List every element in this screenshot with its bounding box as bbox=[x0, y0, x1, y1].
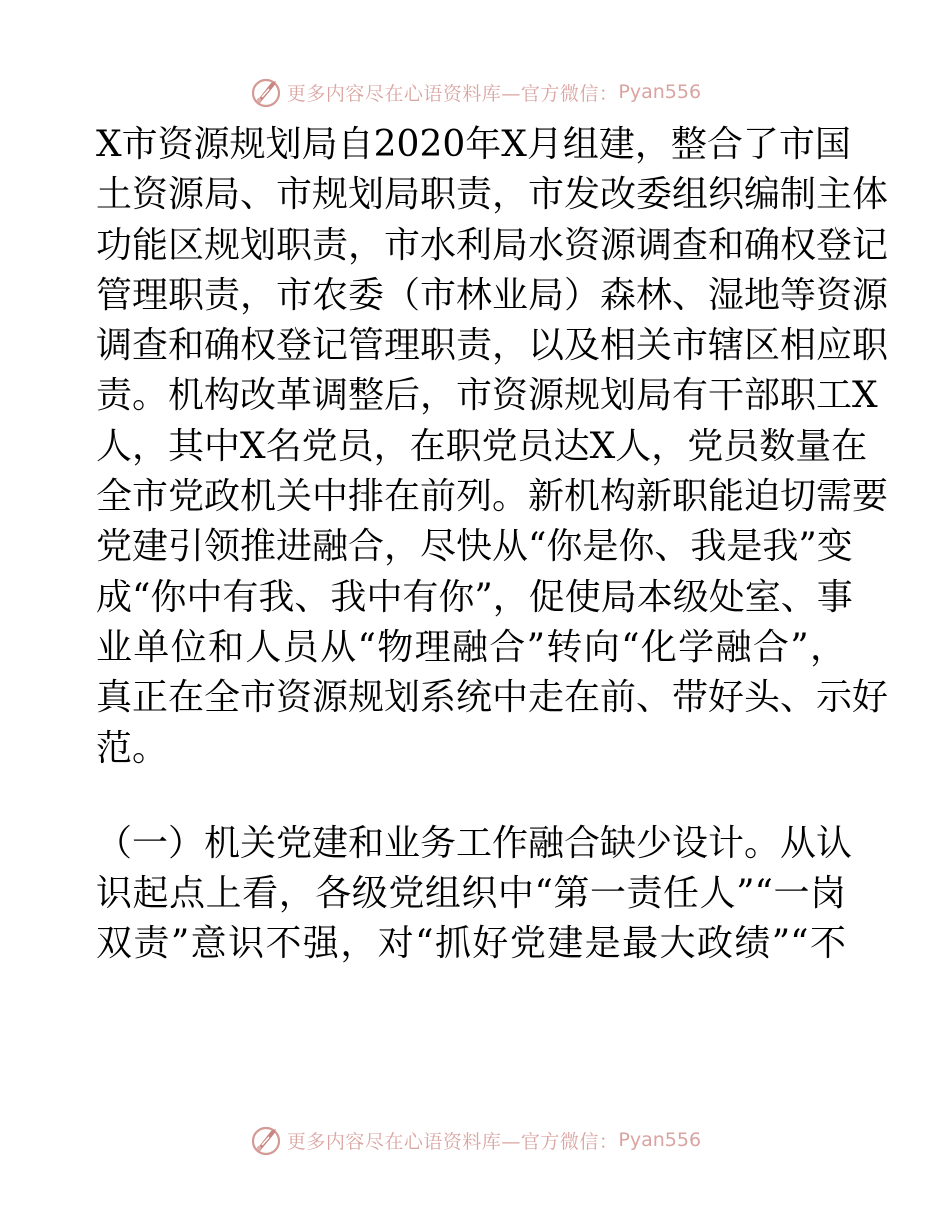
text-line: 党建引领推进融合，尽快从“你是你、我是我”变 bbox=[96, 526, 853, 568]
quill-pen-seal-icon bbox=[249, 75, 283, 109]
text-line: 调查和确权登记管理职责，以及相关市辖区相应职 bbox=[96, 325, 889, 367]
document-body bbox=[96, 120, 889, 970]
header-watermark bbox=[0, 72, 950, 112]
text-line: （一）机关党建和业务工作融合缺少设计。从认 bbox=[96, 822, 853, 864]
text-line: 责。机构改革调整后，市资源规划局有干部职工X bbox=[96, 375, 878, 417]
footer-watermark bbox=[0, 1120, 950, 1160]
text-line: 双责”意识不强，对“抓好党建是最大政绩”“不 bbox=[96, 923, 846, 965]
paragraph-gap bbox=[96, 774, 856, 819]
text-line: 业单位和人员从“物理融合”转向“化学融合”， bbox=[96, 626, 846, 668]
text-line: 真正在全市资源规划系统中走在前、带好头、示好 bbox=[96, 677, 889, 719]
quill-pen-seal-icon bbox=[249, 1123, 283, 1157]
watermark-text: 更多内容尽在心语资料库—官方微信： bbox=[286, 82, 619, 105]
watermark-text: 更多内容尽在心语资料库—官方微信： bbox=[286, 1130, 619, 1153]
text-line: 管理职责，市农委（市林业局）森林、湿地等资源 bbox=[96, 274, 889, 316]
text-line: 成“你中有我、我中有你”，促使局本级处室、事 bbox=[96, 576, 853, 618]
text-line: 土资源局、市规划局职责，市发改委组织编制主体 bbox=[96, 174, 889, 216]
text-line: 识起点上看，各级党组织中“第一责任人”“一岗 bbox=[96, 873, 846, 915]
text-line: X市资源规划局自2020年X月组建，整合了市国 bbox=[96, 124, 851, 165]
text-line: 功能区规划职责，市水利局水资源调查和确权登记 bbox=[96, 224, 889, 266]
text-line: 人，其中X名党员，在职党员达X人，党员数量在 bbox=[96, 425, 868, 467]
text-line: 范。 bbox=[96, 727, 169, 769]
paragraph-2 bbox=[96, 819, 856, 970]
watermark-brand: Pyan556 bbox=[618, 81, 702, 103]
watermark-brand: Pyan556 bbox=[618, 1129, 702, 1151]
text-line: 全市党政机关中排在前列。新机构新职能迫切需要 bbox=[96, 476, 889, 518]
paragraph-1 bbox=[96, 120, 889, 774]
